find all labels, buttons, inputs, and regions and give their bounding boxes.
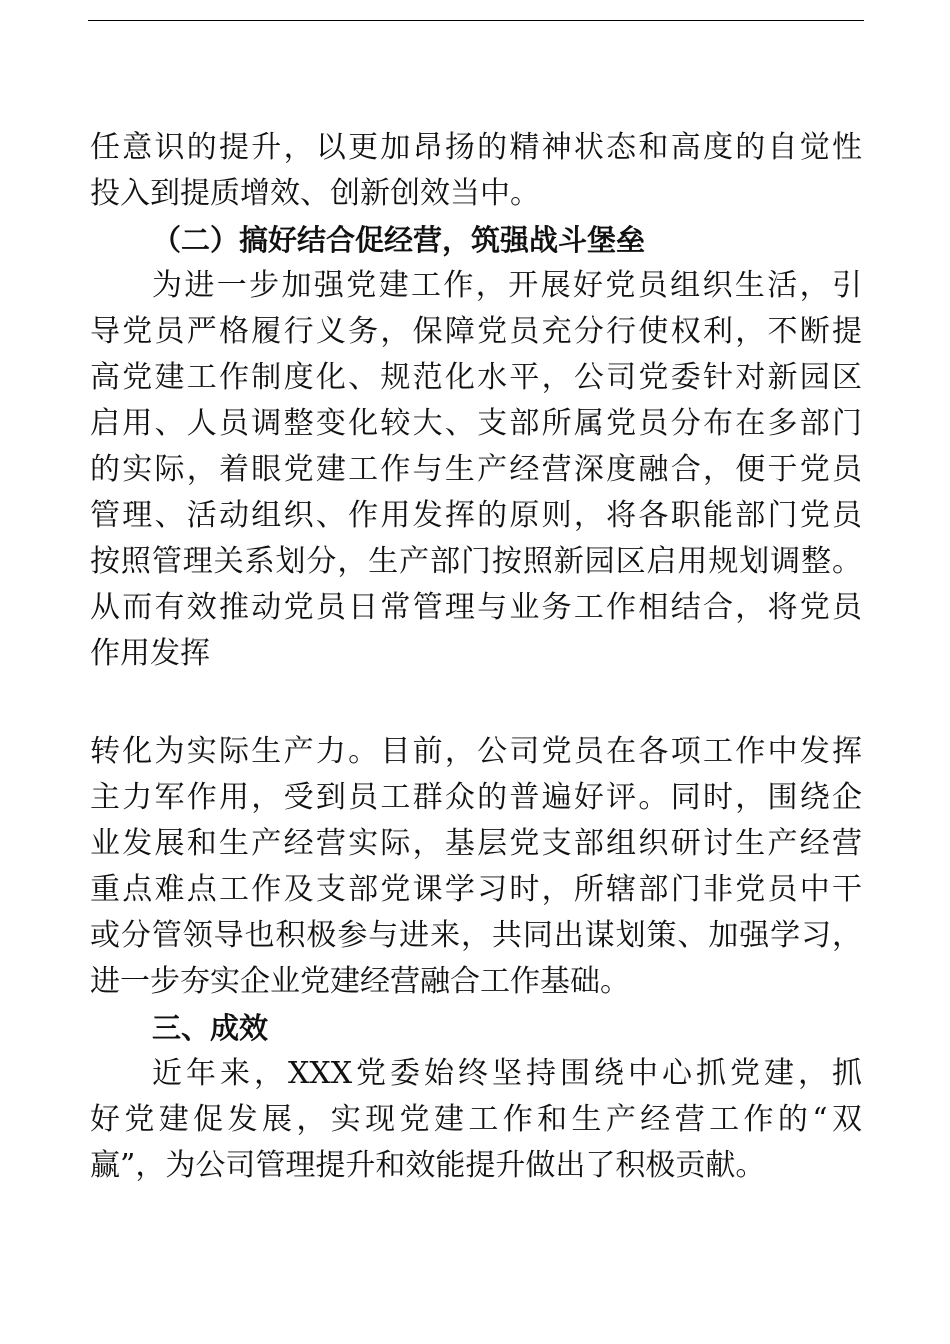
paragraph-line: 为进一步加强党建工作，开展好党员组织生活，引	[152, 268, 862, 303]
paragraph-line: 管理、活动组织、作用发挥的原则，将各职能部门党员	[90, 498, 862, 533]
paragraph-line: 好党建促发展，实现党建工作和生产经营工作的“双	[90, 1102, 862, 1137]
paragraph-line: 启用、人员调整变化较大、支部所属党员分布在多部门	[90, 406, 862, 441]
paragraph-line: 转化为实际生产力。目前，公司党员在各项工作中发挥	[90, 734, 862, 769]
paragraph-line: 业发展和生产经营实际，基层党支部组织研讨生产经营	[90, 826, 862, 861]
paragraph-line: 作用发挥	[90, 636, 210, 671]
paragraph-line: 近年来，XXX党委始终坚持围绕中心抓党建，抓	[152, 1056, 862, 1091]
paragraph-line: 重点难点工作及支部党课学习时，所辖部门非党员中干	[90, 872, 862, 907]
paragraph-line: 按照管理关系划分，生产部门按照新园区启用规划调整。	[90, 544, 862, 579]
header-rule	[88, 20, 864, 21]
section-heading: （二）搞好结合促经营，筑强战斗堡垒	[152, 223, 646, 257]
paragraph-line: 从而有效推动党员日常管理与业务工作相结合，将党员	[90, 590, 862, 625]
text-block-bottom	[90, 729, 862, 1189]
paragraph-line: 进一步夯实企业党建经营融合工作基础。	[90, 964, 630, 999]
text-block-top	[90, 125, 862, 677]
paragraph-line: 的实际，着眼党建工作与生产经营深度融合，便于党员	[90, 452, 862, 487]
section-heading: 三、成效	[152, 1011, 269, 1045]
paragraph-line: 导党员严格履行义务，保障党员充分行使权利，不断提	[90, 314, 862, 349]
paragraph-line: 高党建工作制度化、规范化水平，公司党委针对新园区	[90, 360, 862, 395]
paragraph-line: 或分管领导也积极参与进来，共同出谋划策、加强学习，	[90, 918, 862, 953]
paragraph-line: 赢”，为公司管理提升和效能提升做出了积极贡献。	[90, 1148, 766, 1183]
paragraph-line: 主力军作用，受到员工群众的普遍好评。同时，围绕企	[90, 780, 862, 815]
paragraph-line: 任意识的提升，以更加昂扬的精神状态和高度的自觉性	[90, 130, 862, 165]
paragraph-line: 投入到提质增效、创新创效当中。	[90, 176, 540, 211]
